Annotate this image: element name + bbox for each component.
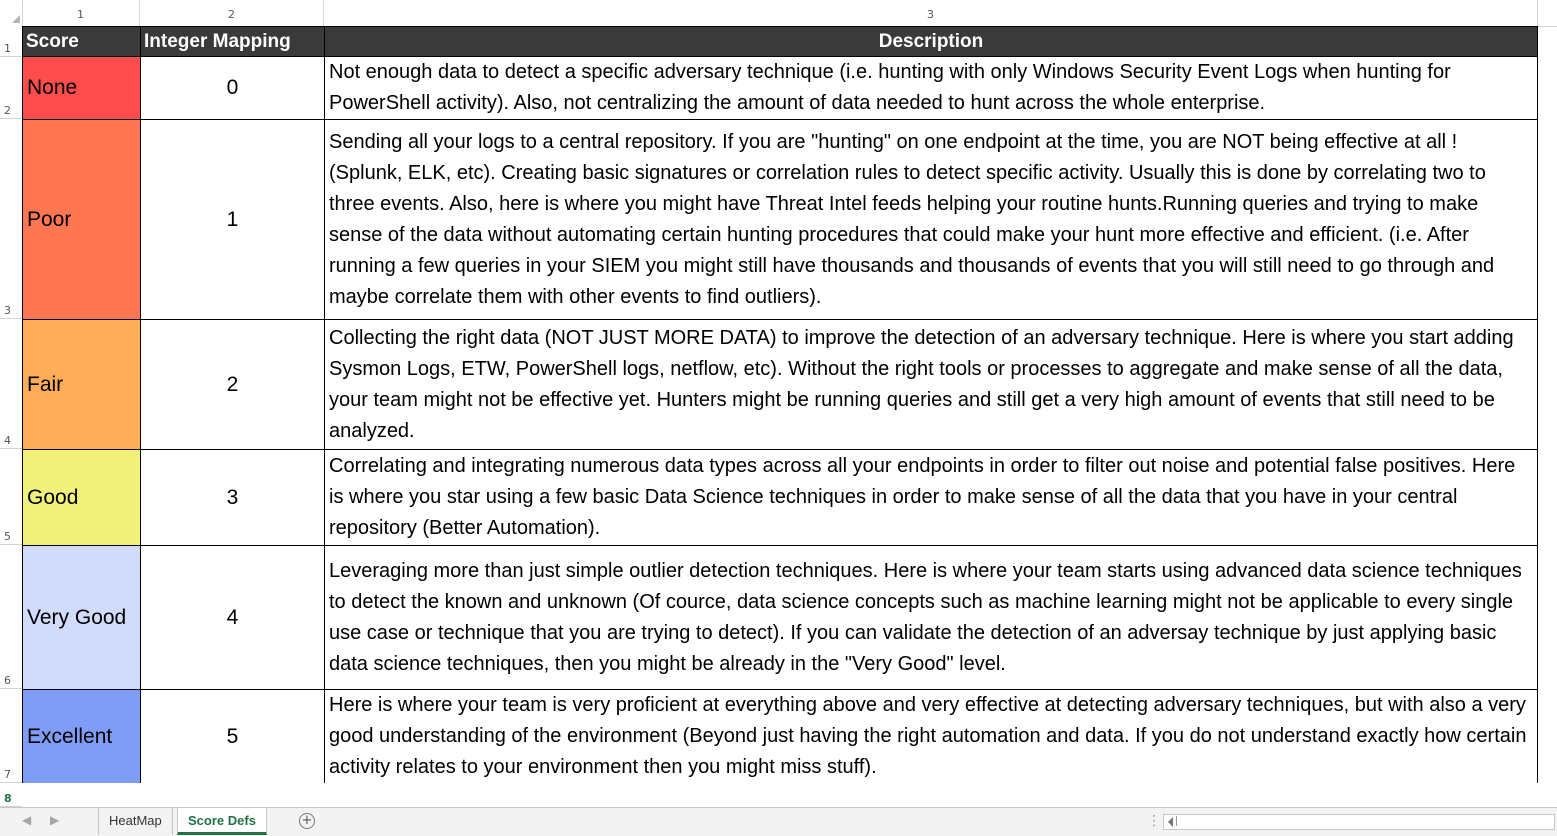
table-row: [23, 57, 1538, 120]
row-header-7[interactable]: [0, 689, 23, 783]
sheet-tab-heatmap[interactable]: HeatMap: [98, 808, 173, 835]
column-header-2[interactable]: 2: [140, 0, 324, 26]
row-header-5[interactable]: [0, 449, 23, 545]
description-cell[interactable]: Collecting the right data (NOT JUST MORE DATA) to improve the detection of an adversary technique. Here is where you start adding Sysmon Logs, ETW, PowerShell logs, netflow, etc). Without the right tools or processes to aggregate and make sense of all the data, your team might not be effective yet. Hunters might be running queries and still get a very high amount of events that still need to be analyzed.: [325, 320, 1538, 450]
row-number: 6: [4, 674, 11, 687]
mapping-cell[interactable]: 1: [141, 120, 325, 320]
score-cell-very-good[interactable]: Very Good: [23, 546, 141, 690]
description-cell[interactable]: Not enough data to detect a specific adversary technique (i.e. hunting with only Windows Security Event Logs when hunting for PowerShell activity). Also, not centralizing the amount of data needed to hunt across the whole enterprise.: [325, 57, 1538, 120]
score-cell-good[interactable]: Good: [23, 450, 141, 546]
description-cell[interactable]: Correlating and integrating numerous data types across all your endpoints in order to filter out noise and potential false positives. Here is where you star using a few basic Data Science techniques in order to make sense of all the data that you have in your central repository (Better Automation).: [325, 450, 1538, 546]
header-score-cell[interactable]: Score: [23, 27, 141, 57]
score-cell-excellent[interactable]: Excellent: [23, 690, 141, 784]
scroll-left-arrow-icon[interactable]: [1168, 817, 1173, 827]
scrollbar-thumb[interactable]: [1176, 816, 1183, 826]
column-headers: [0, 0, 1557, 27]
score-cell-fair[interactable]: Fair: [23, 320, 141, 450]
row-number: 8: [4, 792, 12, 805]
header-mapping-cell[interactable]: Integer Mapping: [141, 27, 325, 57]
row-header-1[interactable]: [0, 26, 23, 57]
description-cell[interactable]: Leveraging more than just simple outlier detection techniques. Here is where your team starts using advanced data science techniques to detect the known and unknown (Of cource, data science concepts such as machine learning might not be applicable to every single use case or technique that you are trying to detect). If you can validate the detection of an adversay technique by just applying basic data science techniques, then you might be already in the "Very Good" level.: [325, 546, 1538, 690]
table-row: [23, 450, 1538, 546]
row-number: 7: [4, 768, 11, 781]
header-description-cell[interactable]: Description: [325, 27, 1538, 57]
sheet-tab-score-defs[interactable]: Score Defs: [177, 808, 267, 835]
empty-row-8[interactable]: [22, 783, 1557, 807]
row-header-3[interactable]: [0, 119, 23, 319]
row-header-2[interactable]: [0, 57, 23, 119]
header-row: [23, 27, 1538, 57]
row-number: 1: [4, 42, 11, 55]
mapping-cell[interactable]: 3: [141, 450, 325, 546]
description-cell[interactable]: Here is where your team is very proficient at everything above and very effective at detecting adversary techniques, but with also a very good understanding of the environment (Beyond just having the right automation and data. If you do not understand exactly how certain activity relates to your environment then you might miss stuff).: [325, 690, 1538, 784]
table-row: [23, 690, 1538, 784]
row-number: 3: [4, 304, 11, 317]
add-sheet-plus-icon[interactable]: +: [299, 813, 315, 829]
row-header-8[interactable]: [0, 783, 23, 807]
table-row: [23, 546, 1538, 690]
row-header-4[interactable]: [0, 319, 23, 449]
scroll-tabs-left-icon[interactable]: ◀: [22, 813, 32, 827]
select-all-triangle-icon: [12, 15, 20, 23]
mapping-cell[interactable]: 5: [141, 690, 325, 784]
horizontal-scrollbar[interactable]: [1163, 814, 1555, 830]
column-header-1[interactable]: 1: [22, 0, 140, 26]
row-number: 4: [4, 434, 11, 447]
tab-splitter-handle-icon[interactable]: ⋮: [1147, 813, 1161, 829]
description-cell[interactable]: Sending all your logs to a central repository. If you are "hunting" on one endpoint at the time, you are NOT being effective at all ! (Splunk, ELK, etc). Creating basic signatures or correlation rules to detect specific activity. Usually this is done by correlating two to three events. Also, here is where you might have Threat Intel feeds helping your routine hunts.Running queries and trying to make sense of the data without automating certain hunting procedures that could make your hunt more effective and efficient. (i.e. After running a few queries in your SIEM you might still have thousands and thousands of events that you will still need to go through and maybe correlate them with other events to find outliers).: [325, 120, 1538, 320]
score-definitions-table: [22, 26, 1538, 784]
row-number: 5: [4, 530, 11, 543]
mapping-cell[interactable]: 4: [141, 546, 325, 690]
table-row: [23, 320, 1538, 450]
column-header-3[interactable]: 3: [324, 0, 1538, 26]
table-row: [23, 120, 1538, 320]
row-number: 2: [4, 104, 11, 117]
mapping-cell[interactable]: 2: [141, 320, 325, 450]
row-header-6[interactable]: [0, 545, 23, 689]
sheet-tab-bar: [0, 807, 1557, 836]
score-cell-poor[interactable]: Poor: [23, 120, 141, 320]
scroll-tabs-right-icon[interactable]: ▶: [50, 813, 60, 827]
score-cell-none[interactable]: None: [23, 57, 141, 120]
mapping-cell[interactable]: 0: [141, 57, 325, 120]
select-all-corner[interactable]: [0, 0, 23, 26]
